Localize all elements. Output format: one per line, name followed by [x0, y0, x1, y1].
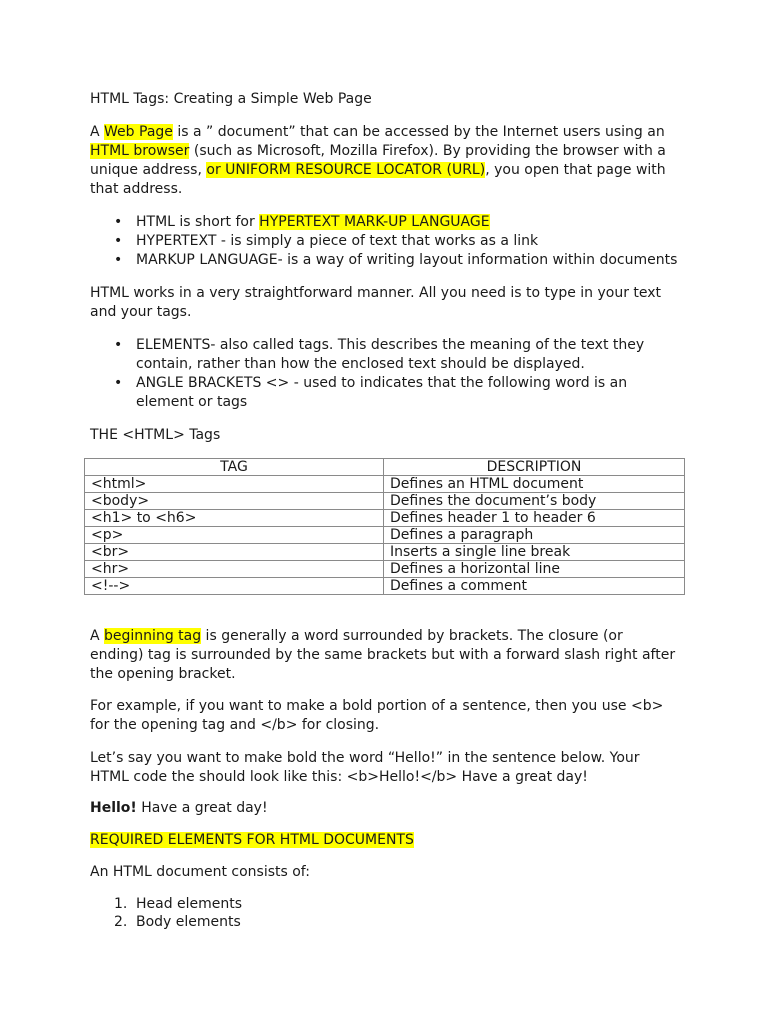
beginning-tag-paragraph: A beginning tag is generally a word surrounded by brackets. The closure (or ending) tag is surrounded by the same brackets but with a forward slash right after the opening bracket.	[90, 628, 676, 682]
list-item: • MARKUP LANGUAGE- is a way of writing layout information within documents	[90, 251, 690, 270]
document-parts-list	[90, 895, 690, 931]
highlight-hypertext-markup: HYPERTEXT MARK-UP LANGUAGE	[259, 214, 490, 230]
bold-hello: Hello!	[90, 800, 137, 816]
table-row	[85, 493, 685, 510]
html-tags-table	[84, 458, 685, 595]
list-item: • ANGLE BRACKETS <> - used to indicates that the following word is an element or tags	[90, 374, 650, 412]
tag-cell: <br>	[85, 544, 384, 561]
table-row	[85, 578, 685, 595]
highlight-web-page: Web Page	[104, 124, 173, 140]
list-item: 1. Head elements	[114, 896, 243, 912]
table-title: THE <HTML> Tags	[90, 427, 221, 443]
consists-paragraph: An HTML document consists of:	[90, 864, 310, 880]
table-row	[85, 561, 685, 578]
tag-cell: <!-->	[85, 578, 384, 595]
table-row	[85, 510, 685, 527]
description-cell: Defines the document’s body	[384, 493, 685, 510]
tag-cell: <p>	[85, 527, 384, 544]
description-cell: Inserts a single line break	[384, 544, 685, 561]
tag-cell: <body>	[85, 493, 384, 510]
highlight-url: or UNIFORM RESOURCE LOCATOR (URL)	[206, 162, 486, 178]
lets-say-paragraph: Let’s say you want to make bold the word “Hello!” in the sentence below. Your HTML code the should look like this: <b>Hello!</b> Have a great day!	[90, 750, 640, 785]
list-item: • ELEMENTS- also called tags. This describes the meaning of the text they contain, rather than how the enclosed text should be displayed.	[90, 336, 650, 374]
highlight-html-browser: HTML browser	[90, 143, 190, 159]
works-paragraph: HTML works in a very straightforward manner. All you need is to type in your text and your tags.	[90, 285, 662, 320]
bold-example-line: Hello! Have a great day!	[90, 800, 268, 816]
description-cell: Defines a comment	[384, 578, 685, 595]
elements-list	[90, 336, 650, 412]
intro-paragraph: A Web Page is a ” document” that can be accessed by the Internet users using an HTML browser (such as Microsoft, Mozilla Firefox). By providing the browser with a unique address, or UNIFORM RESOURCE LOCATOR (URL), you open that page with that address.	[90, 124, 666, 197]
page-title: HTML Tags: Creating a Simple Web Page	[90, 91, 372, 107]
table-row	[85, 544, 685, 561]
table-row	[85, 476, 685, 493]
highlight-beginning-tag: beginning tag	[104, 628, 202, 644]
description-cell: Defines header 1 to header 6	[384, 510, 685, 527]
tag-cell: <h1> to <h6>	[85, 510, 384, 527]
list-item: 2. Body elements	[114, 914, 241, 930]
list-item: • HYPERTEXT - is simply a piece of text that works as a link	[90, 232, 690, 251]
table-header-row	[85, 459, 685, 476]
column-header-tag: TAG	[85, 459, 384, 476]
table-row	[85, 527, 685, 544]
required-elements-heading: REQUIRED ELEMENTS FOR HTML DOCUMENTS	[90, 832, 414, 848]
description-cell: Defines an HTML document	[384, 476, 685, 493]
example-paragraph: For example, if you want to make a bold portion of a sentence, then you use <b> for the opening tag and </b> for closing.	[90, 698, 664, 733]
definitions-list	[90, 213, 690, 270]
column-header-description: DESCRIPTION	[384, 459, 685, 476]
list-item: • HTML is short for HYPERTEXT MARK-UP LANGUAGE	[90, 213, 690, 232]
tag-cell: <html>	[85, 476, 384, 493]
description-cell: Defines a horizontal line	[384, 561, 685, 578]
tag-cell: <hr>	[85, 561, 384, 578]
description-cell: Defines a paragraph	[384, 527, 685, 544]
